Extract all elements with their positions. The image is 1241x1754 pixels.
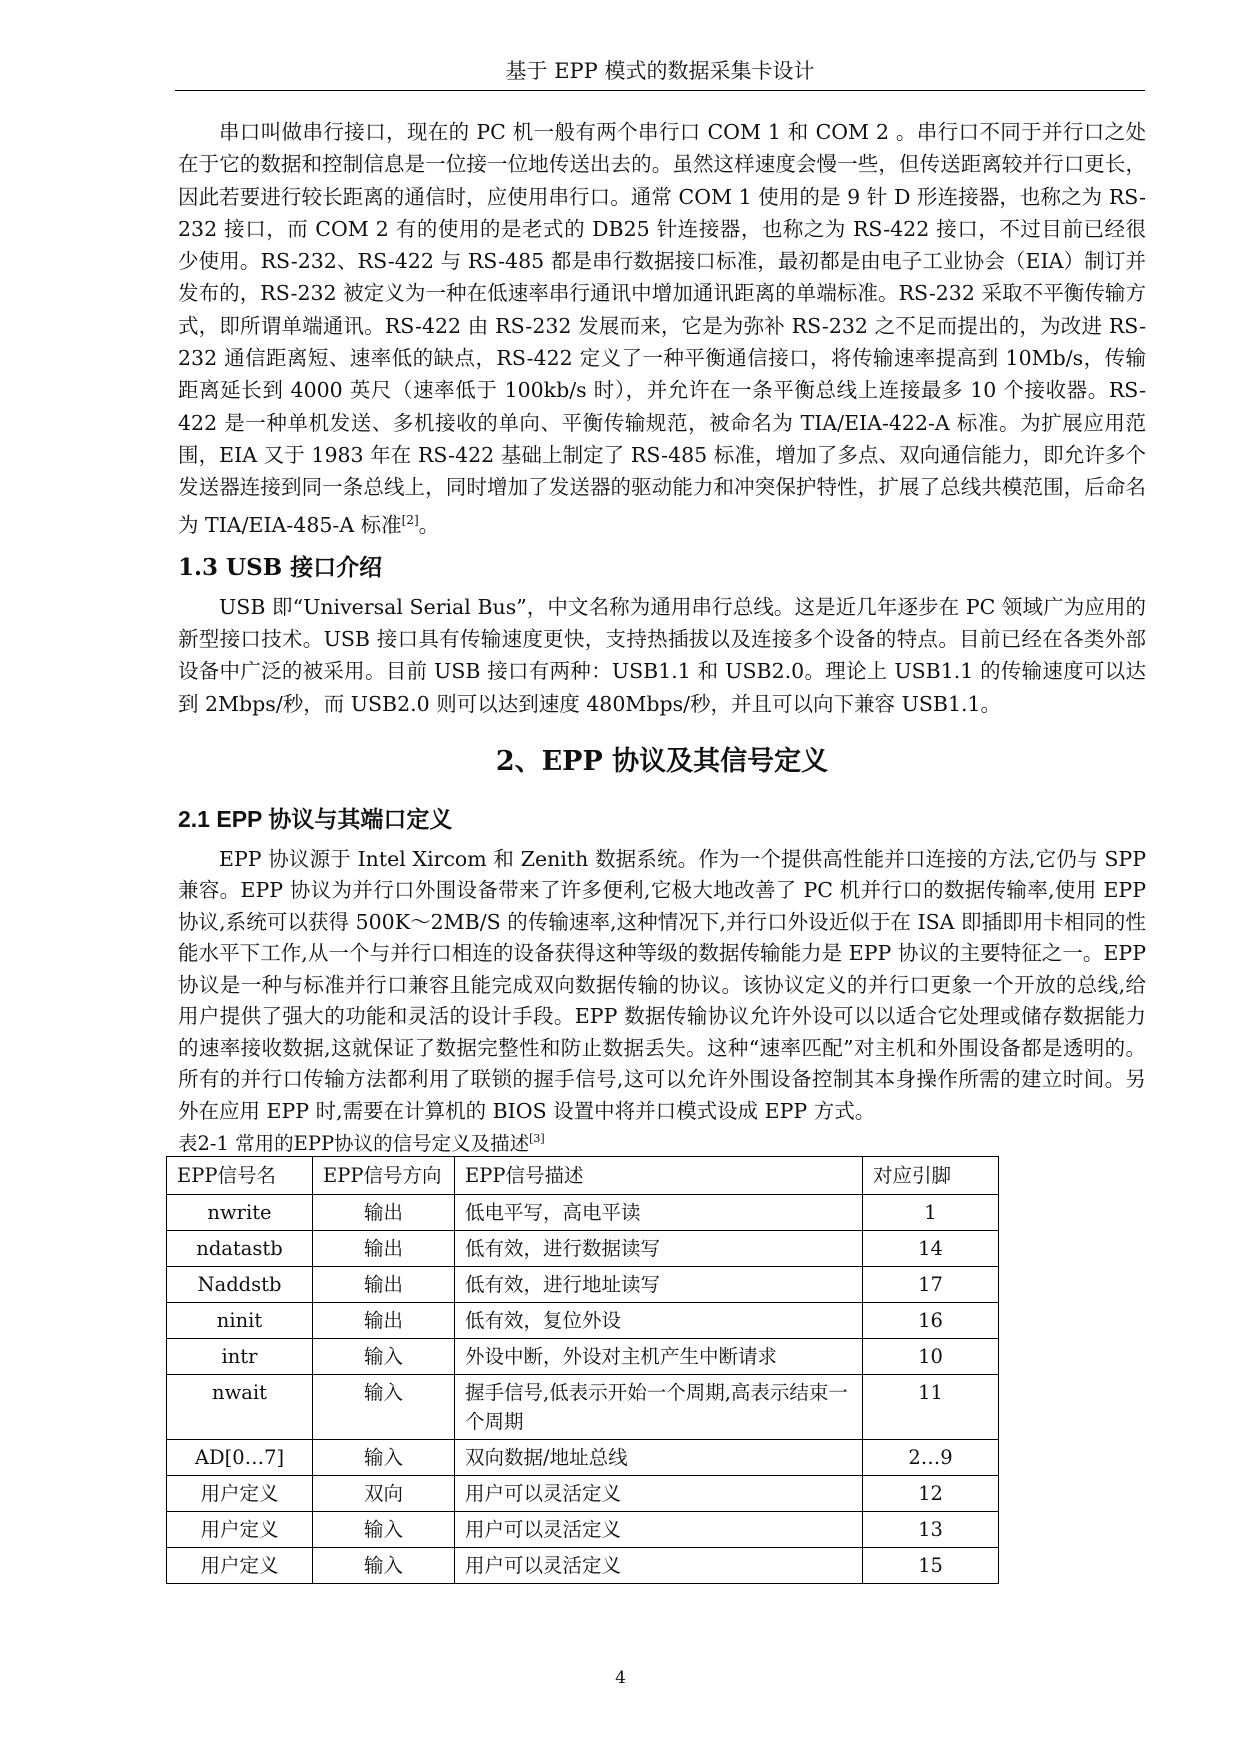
pin-cell: 2…9 — [863, 1440, 999, 1476]
header-signal-name: EPP信号名 — [167, 1157, 313, 1195]
description-cell: 低有效，进行地址读写 — [455, 1267, 863, 1303]
table-row — [167, 1303, 999, 1339]
chapter-2-heading: 2、EPP 协议及其信号定义 — [495, 745, 829, 777]
table-caption-text: 表2-1 常用的EPP协议的信号定义及描述 — [178, 1132, 530, 1156]
pin-cell: 12 — [863, 1476, 999, 1512]
description-cell: 低有效，复位外设 — [455, 1303, 863, 1339]
signal-name-cell: ninit — [167, 1303, 313, 1339]
direction-cell: 输出 — [313, 1231, 455, 1267]
epp-heading: 2.1 EPP 协议与其端口定义 — [178, 805, 453, 832]
description-cell: 用户可以灵活定义 — [455, 1548, 863, 1584]
table-row — [167, 1375, 999, 1440]
table-caption — [178, 1127, 1146, 1156]
signal-name-cell: ndatastb — [167, 1231, 313, 1267]
table-row — [167, 1267, 999, 1303]
header-pin: 对应引脚 — [863, 1157, 999, 1195]
table-row — [167, 1512, 999, 1548]
direction-cell: 输入 — [313, 1548, 455, 1584]
signal-name-cell: Naddstb — [167, 1267, 313, 1303]
signal-name-cell: 用户定义 — [167, 1512, 313, 1548]
serial-paragraph-text: 串口叫做串行接口，现在的 PC 机一般有两个串行口 COM 1 和 COM 2 。串行口不同于并行口之处在于它的数据和控制信息是一位接一位地传送出去的。虽然这样速度会慢一些，但传送距离较并行口更长，因此若要进行较长距离的通信时，应使用串行口。通常 COM 1 使用的是 9 针 D 形连接器，也称之为 RS-232 接口，而 COM 2 有的使用的是老式的 DB25 针连接器，也称之为 RS-422 接口，不过目前已经很少使用。RS-232、RS-422 与 RS-485 都是串行数据接口标准，最初都是由电子工业协会（EIA）制订并发布的，RS-232 被定义为一种在低速率串行通讯中增加通讯距离的单端标准。RS-232 采取不平衡传输方式，即所谓单端通讯。RS-422 由 RS-232 发展而来，它是为弥补 RS-232 之不足而提出的，为改进 RS-232 通信距离短、速率低的缺点，RS-422 定义了一种平衡通信接口，将传输速率提高到 10Mb/s，传输距离延长到 4000 英尺（速率低于 100kb/s 时），并允许在一条平衡总线上连接最多 10 个接收器。RS-422 是一种单机发送、多机接收的单向、平衡传输规范，被命名为 TIA/EIA-422-A 标准。为扩展应用范围，EIA 又于 1983 年在 RS-422 基础上制定了 RS-485 标准，增加了多点、双向通信能力，即允许多个发送器连接到同一条总线上，同时增加了发送器的驱动能力和冲突保护特性，扩展了总线共模范围，后命名为 TIA/EIA-485-A 标准 — [178, 120, 1146, 537]
table-row — [167, 1476, 999, 1512]
table-row — [167, 1231, 999, 1267]
description-cell: 握手信号,低表示开始一个周期,高表示结束一个周期 — [455, 1375, 863, 1440]
direction-cell: 输入 — [313, 1440, 455, 1476]
description-cell: 低电平写，高电平读 — [455, 1195, 863, 1231]
epp-signal-table — [166, 1156, 999, 1584]
signal-name-cell: nwait — [167, 1375, 313, 1440]
usb-paragraph: USB 即“Universal Serial Bus”，中文名称为通用串行总线。这是近几年逐步在 PC 领域广为应用的新型接口技术。USB 接口具有传输速度更快，支持热插拔以及连接多个设备的特点。目前已经在各类外部设备中广泛的被采用。目前 USB 接口有两种：USB1.1 和 USB2.0。理论上 USB1.1 的传输速度可以达到 2Mbps/秒，而 USB2.0 则可以达到速度 480Mbps/秒，并且可以向下兼容 USB1.1。 — [178, 594, 1146, 716]
direction-cell: 输入 — [313, 1512, 455, 1548]
description-cell: 外设中断，外设对主机产生中断请求 — [455, 1339, 863, 1375]
page-body — [178, 116, 1146, 1584]
pin-cell: 17 — [863, 1267, 999, 1303]
signal-name-cell: nwrite — [167, 1195, 313, 1231]
pin-cell: 1 — [863, 1195, 999, 1231]
pin-cell: 11 — [863, 1375, 999, 1440]
page-number: 4 — [615, 1668, 626, 1688]
serial-paragraph-tail: 。 — [418, 512, 440, 537]
serial-paragraph — [178, 116, 1146, 541]
signal-name-cell: AD[0…7] — [167, 1440, 313, 1476]
direction-cell: 输入 — [313, 1375, 455, 1440]
pin-cell: 13 — [863, 1512, 999, 1548]
direction-cell: 双向 — [313, 1476, 455, 1512]
epp-paragraph: EPP 协议源于 Intel Xircom 和 Zenith 数据系统。作为一个提供高性能并口连接的方法,它仍与 SPP 兼容。EPP 协议为并行口外围设备带来了许多便利,它极大地改善了 PC 机并行口的数据传输率,使用 EPP 协议,系统可以获得 500K～2MB/S 的传输速率,这种情况下,并行口外设近似于在 ISA 即插即用卡相同的性能水平下工作,从一个与并行口相连的设备获得这种等级的数据传输能力是 EPP 协议的主要特征之一。EPP 协议是一种与标准并行口兼容且能完成双向数据传输的协议。该协议定义的并行口更象一个开放的总线,给用户提供了强大的功能和灵活的设计手段。EPP 数据传输协议允许外设可以以适合它处理或储存数据能力的速率接收数据,这就保证了数据完整性和防止数据丢失。这种“速率匹配”对主机和外围设备都是透明的。所有的并行口传输方法都利用了联锁的握手信号,这可以允许外围设备控制其本身操作所需的建立时间。另外在应用 EPP 时,需要在计算机的 BIOS 设置中将并口模式设成 EPP 方式。 — [178, 846, 1146, 1123]
direction-cell: 输出 — [313, 1195, 455, 1231]
table-row — [167, 1195, 999, 1231]
table-row — [167, 1339, 999, 1375]
direction-cell: 输入 — [313, 1339, 455, 1375]
direction-cell: 输出 — [313, 1303, 455, 1339]
table-header-row — [167, 1157, 999, 1195]
pin-cell: 14 — [863, 1231, 999, 1267]
signal-name-cell: 用户定义 — [167, 1548, 313, 1584]
direction-cell: 输出 — [313, 1267, 455, 1303]
pin-cell: 15 — [863, 1548, 999, 1584]
description-cell: 用户可以灵活定义 — [455, 1512, 863, 1548]
header-signal-direction: EPP信号方向 — [313, 1157, 455, 1195]
description-cell: 双向数据/地址总线 — [455, 1440, 863, 1476]
description-cell: 用户可以灵活定义 — [455, 1476, 863, 1512]
table-row — [167, 1440, 999, 1476]
serial-citation: [2] — [401, 512, 419, 527]
table-caption-citation: [3] — [529, 1132, 545, 1146]
pin-cell: 10 — [863, 1339, 999, 1375]
pin-cell: 16 — [863, 1303, 999, 1339]
description-cell: 低有效，进行数据读写 — [455, 1231, 863, 1267]
running-header: 基于 EPP 模式的数据采集卡设计 — [505, 59, 815, 83]
header-signal-description: EPP信号描述 — [455, 1157, 863, 1195]
signal-name-cell: intr — [167, 1339, 313, 1375]
table-row — [167, 1548, 999, 1584]
usb-heading: 1.3 USB 接口介绍 — [178, 553, 383, 581]
header-rule — [175, 90, 1145, 91]
signal-name-cell: 用户定义 — [167, 1476, 313, 1512]
